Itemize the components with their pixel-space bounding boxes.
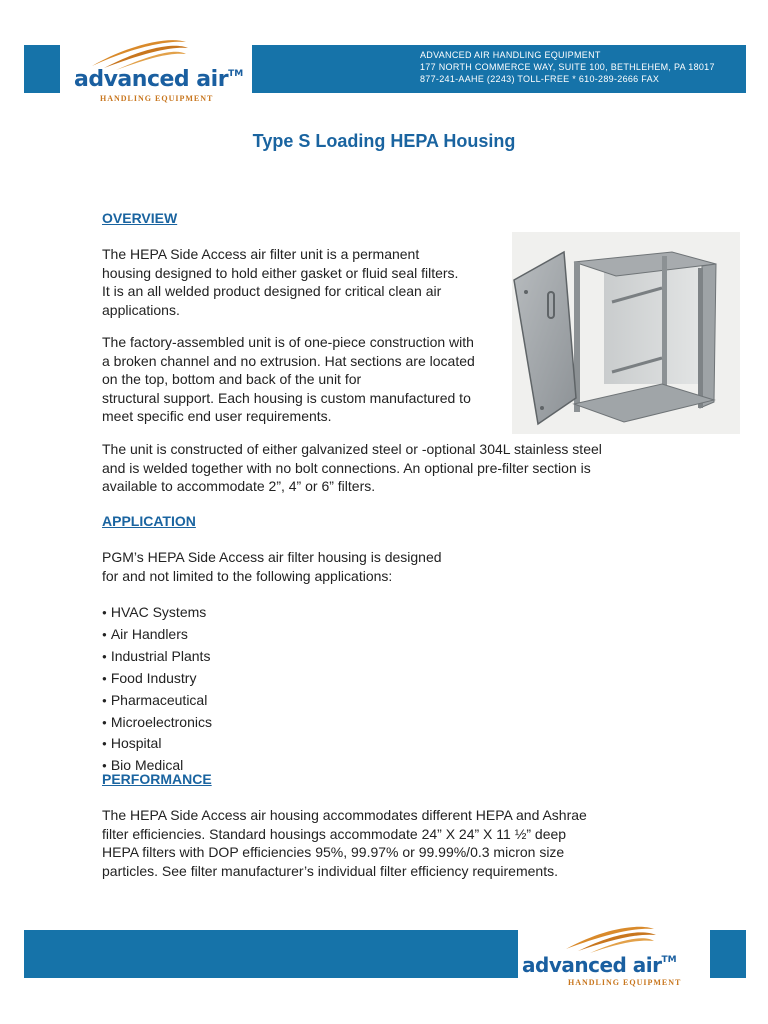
hepa-housing-image xyxy=(512,232,740,434)
application-intro xyxy=(102,548,442,585)
text-line: The factory-assembled unit is of one-piece construction with xyxy=(102,334,474,350)
logo-tm: TM xyxy=(228,69,244,79)
footer-logo xyxy=(518,915,710,995)
logo-brand-text: advanced air xyxy=(522,953,662,977)
text-line: The HEPA Side Access air housing accommodates different HEPA and Ashrae xyxy=(102,807,587,823)
logo-brand-text: advanced air xyxy=(74,67,229,92)
application-list xyxy=(102,603,212,778)
list-item: ● Microelectronics xyxy=(102,713,212,735)
list-item: ● HVAC Systems xyxy=(102,603,212,625)
company-phone: 877-241-AAHE (2243) TOLL-FREE * 610-289-2666 FAX xyxy=(420,74,660,84)
logo-tm: TM xyxy=(661,955,677,965)
text-line: available to accommodate 2”, 4” or 6” filters. xyxy=(102,478,376,494)
list-item: ● Hospital xyxy=(102,734,212,756)
list-item: ● Industrial Plants xyxy=(102,647,212,669)
page-title: Type S Loading HEPA Housing xyxy=(252,131,516,151)
overview-heading: OVERVIEW xyxy=(102,210,178,226)
overview-paragraph-1 xyxy=(102,245,458,319)
performance-heading: PERFORMANCE xyxy=(102,771,212,787)
product-photo xyxy=(512,232,740,434)
text-line: The unit is constructed of either galvanized steel or -optional 304L stainless steel xyxy=(102,441,602,457)
text-line: a broken channel and no extrusion. Hat sections are located xyxy=(102,352,475,369)
application-heading: APPLICATION xyxy=(102,513,196,529)
text-line: It is an all welded product designed for critical clean air xyxy=(102,283,442,299)
list-item: ● Bio Medical xyxy=(102,756,212,778)
company-contact xyxy=(420,49,715,85)
text-line: applications. xyxy=(102,301,180,318)
text-line: The HEPA Side Access air filter unit is a permanent xyxy=(102,246,420,262)
company-address: 177 NORTH COMMERCE WAY, SUITE 100, BETHLEHEM, PA 18017 xyxy=(420,62,715,72)
text-line: housing designed to hold either gasket or fluid seal filters. xyxy=(102,264,459,281)
logo-subtitle: HANDLING EQUIPMENT xyxy=(568,978,682,987)
text-line: meet specific end user requirements. xyxy=(102,408,332,424)
text-line: HEPA filters with DOP efficiencies 95%, 99.97% or 99.99%/0.3 micron size xyxy=(102,844,565,860)
text-line: filter efficiencies. Standard housings accommodate 24” X 24” X 11 ½” deep xyxy=(102,825,567,842)
list-item: ● Food Industry xyxy=(102,669,212,691)
text-line: particles. See filter manufacturer’s individual filter efficiency requirements. xyxy=(102,862,558,879)
list-item: ● Pharmaceutical xyxy=(102,691,212,713)
header-logo xyxy=(60,30,252,110)
list-item: ● Air Handlers xyxy=(102,625,212,647)
text-line: and is welded together with no bolt connections. An optional pre-filter section is xyxy=(102,459,591,476)
text-line: structural support. Each housing is custom manufactured to xyxy=(102,389,471,406)
logo-subtitle: HANDLING EQUIPMENT xyxy=(100,94,214,103)
overview-paragraph-3 xyxy=(102,440,602,496)
company-name: ADVANCED AIR HANDLING EQUIPMENT xyxy=(420,50,601,60)
overview-paragraph-2 xyxy=(102,333,475,426)
text-line: for and not limited to the following applications: xyxy=(102,567,393,584)
performance-paragraph xyxy=(102,806,587,880)
text-line: on the top, bottom and back of the unit for xyxy=(102,371,362,387)
text-line: PGM’s HEPA Side Access air filter housing is designed xyxy=(102,549,442,565)
